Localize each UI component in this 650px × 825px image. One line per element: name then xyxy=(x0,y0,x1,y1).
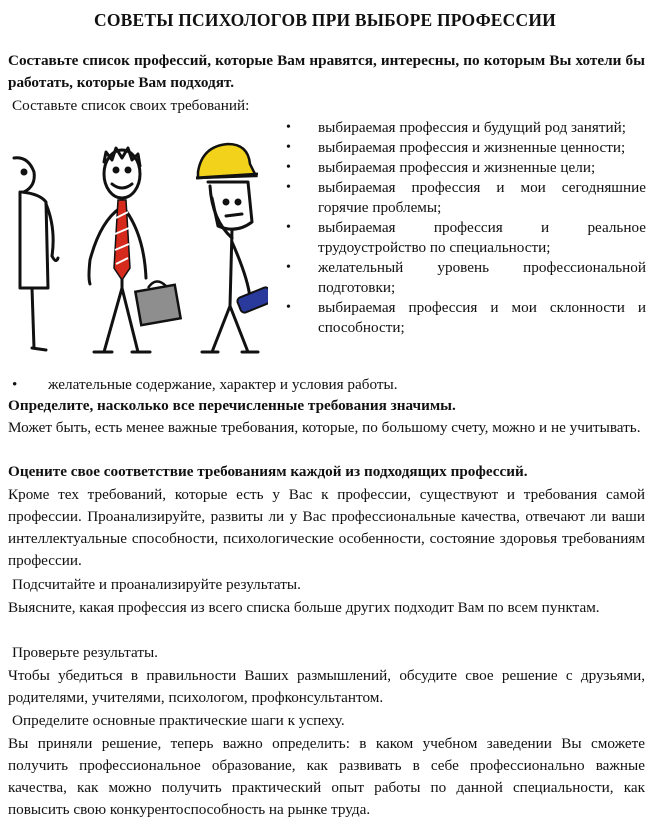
assess-paragraph: Кроме тех требований, которые есть у Вас к профессии, существуют и требования самой профессии. Проанализируйте, развиты ли у Вас профессиональные качества, отвечают ли ваши интеллектуальные способности, психологические особенности, состояние здоровья требованиям профессии. xyxy=(8,486,645,569)
assess-heading: Оцените свое соответствие требованиям каждой из подходящих профессий. xyxy=(8,463,528,480)
list-item: • выбираемая профессия и жизненные цели; xyxy=(286,158,646,178)
significance-paragraph: Может быть, есть менее важные требования, которые, по большому счету, можно и не учитывать. xyxy=(8,419,641,436)
final-paragraph: Вы приняли решение, теперь важно определить: в каком учебном заведении Вы сможете получить профессиональное образование, как развивать в себе профессионально важные качества, как можно получить практический опыт работы по данной специальности, как повысить свою конкурентоспособность на рынке труда. xyxy=(8,735,645,818)
intro-paragraph: Составьте список профессий, которые Вам нравятся, интересны, по которым Вы хотели бы работать, которые Вам подходят. xyxy=(8,52,645,91)
requirements-heading: Составьте список своих требований: xyxy=(12,97,250,114)
requirements-list xyxy=(286,118,646,338)
significance-heading: Определите, насколько все перечисленные требования значимы. xyxy=(8,397,456,414)
count-paragraph: Подсчитайте и проанализируйте результаты. xyxy=(12,576,301,593)
discuss-paragraph: Чтобы убедиться в правильности Ваших размышлений, обсудите свое решение с друзьями, родителями, учителями, психологом, профконсультантом. xyxy=(8,667,645,706)
list-item: • желательный уровень профессиональной подготовки; xyxy=(286,258,646,298)
list-item: • выбираемая профессия и мои сегодняшние горячие проблемы; xyxy=(286,178,646,218)
list-item: • выбираемая профессия и жизненные ценности; xyxy=(286,138,646,158)
find-paragraph: Выясните, какая профессия из всего списка больше других подходит Вам по всем пунктам. xyxy=(8,599,600,616)
list-item: • выбираемая профессия и мои склонности и способности; xyxy=(286,298,646,338)
list-item-text: желательные содержание, характер и условия работы. xyxy=(48,376,398,393)
page-title: СОВЕТЫ ПСИХОЛОГОВ ПРИ ВЫБОРЕ ПРОФЕССИИ xyxy=(94,10,556,30)
steps-paragraph: Определите основные практические шаги к успеху. xyxy=(12,712,345,729)
list-item xyxy=(12,374,398,396)
list-item: • выбираемая профессия и реальное трудоустройство по специальности; xyxy=(286,218,646,258)
stick-figures-illustration xyxy=(12,138,268,368)
bullet-dot-icon: • xyxy=(12,376,18,393)
list-item: • выбираемая профессия и будущий род занятий; xyxy=(286,118,646,138)
check-paragraph: Проверьте результаты. xyxy=(12,644,158,661)
